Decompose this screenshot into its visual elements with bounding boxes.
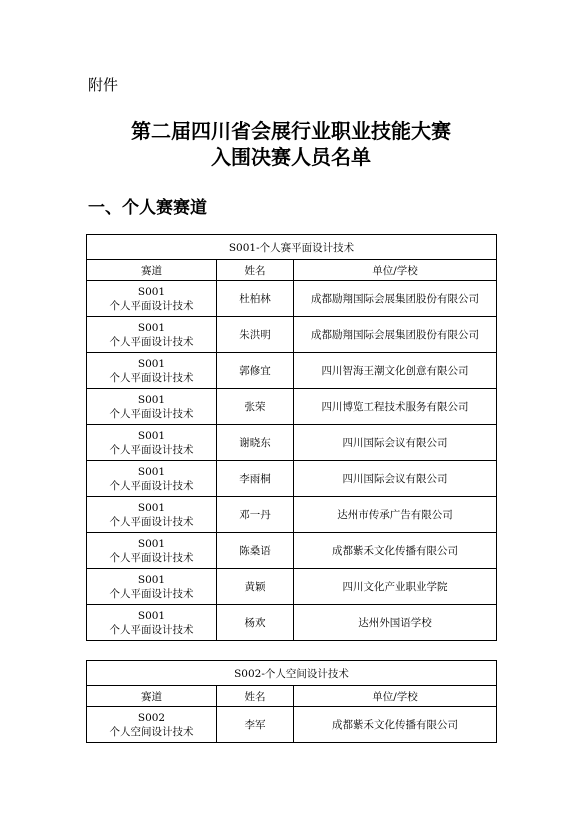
track-name: 个人空间设计技术: [109, 725, 194, 738]
org-cell: 成都励翔国际会展集团股份有限公司: [294, 281, 497, 317]
table-row: [87, 353, 497, 389]
table-row: [87, 281, 497, 317]
table-row: [87, 605, 497, 641]
name-cell: 郭修宜: [217, 353, 294, 389]
org-cell: 成都励翔国际会展集团股份有限公司: [294, 317, 497, 353]
track-cell: [87, 317, 217, 353]
table-row: [87, 317, 497, 353]
track-code: S001: [137, 573, 166, 586]
document-title-line-2: 入围决赛人员名单: [211, 145, 371, 169]
org-cell: 四川国际会议有限公司: [294, 461, 497, 497]
track-name: 个人平面设计技术: [109, 479, 194, 492]
finalist-table-s001: [86, 234, 497, 641]
table-row: [87, 389, 497, 425]
org-cell: 成都紫禾文化传播有限公司: [294, 533, 497, 569]
track-cell: [87, 707, 217, 743]
track-name: 个人平面设计技术: [109, 551, 194, 564]
track-code: S001: [137, 501, 166, 514]
track-cell: [87, 425, 217, 461]
name-cell: 黄颖: [217, 569, 294, 605]
track-cell: [87, 281, 217, 317]
column-header: 姓名: [217, 260, 294, 281]
track-cell: [87, 353, 217, 389]
org-cell: 四川博览工程技术服务有限公司: [294, 389, 497, 425]
track-code: S001: [137, 537, 166, 550]
track-code: S001: [137, 609, 166, 622]
column-header: 单位/学校: [294, 260, 497, 281]
track-name: 个人平面设计技术: [109, 623, 194, 636]
track-name: 个人平面设计技术: [109, 335, 194, 348]
table-row: [87, 533, 497, 569]
track-name: 个人平面设计技术: [109, 587, 194, 600]
table-row: [87, 425, 497, 461]
column-header: 单位/学校: [294, 686, 497, 707]
table-row: [87, 569, 497, 605]
section-title: 一、个人赛赛道: [88, 198, 207, 218]
name-cell: 李雨桐: [217, 461, 294, 497]
track-cell: [87, 569, 217, 605]
org-cell: 四川智海王潮文化创意有限公司: [294, 353, 497, 389]
attachment-label: 附件: [88, 76, 119, 94]
org-cell: 四川国际会议有限公司: [294, 425, 497, 461]
name-cell: 邓一丹: [217, 497, 294, 533]
track-code: S001: [137, 465, 166, 478]
table-row: [87, 461, 497, 497]
track-name: 个人平面设计技术: [109, 299, 194, 312]
table-caption-row: [87, 235, 497, 260]
track-code: S001: [137, 357, 166, 370]
name-cell: 杜柏林: [217, 281, 294, 317]
name-cell: 李军: [217, 707, 294, 743]
column-header: 赛道: [87, 686, 217, 707]
track-cell: [87, 497, 217, 533]
track-code: S002: [137, 711, 166, 724]
track-code: S001: [137, 321, 166, 334]
track-code: S001: [137, 285, 166, 298]
track-cell: [87, 461, 217, 497]
track-name: 个人平面设计技术: [109, 515, 194, 528]
track-cell: [87, 389, 217, 425]
track-cell: [87, 533, 217, 569]
track-name: 个人平面设计技术: [109, 371, 194, 384]
name-cell: 谢晓东: [217, 425, 294, 461]
org-cell: 达州市传承广告有限公司: [294, 497, 497, 533]
org-cell: 达州外国语学校: [294, 605, 497, 641]
org-cell: 四川文化产业职业学院: [294, 569, 497, 605]
column-header: 姓名: [217, 686, 294, 707]
column-header: 赛道: [87, 260, 217, 281]
finalist-table-s002: [86, 660, 497, 743]
name-cell: 陈桑语: [217, 533, 294, 569]
track-cell: [87, 605, 217, 641]
table-header-row: [87, 260, 497, 281]
track-code: S001: [137, 429, 166, 442]
org-cell: 成都紫禾文化传播有限公司: [294, 707, 497, 743]
name-cell: 杨欢: [217, 605, 294, 641]
table-caption: S002-个人空间设计技术: [87, 661, 497, 686]
table-row: [87, 497, 497, 533]
table-caption-row: [87, 661, 497, 686]
track-code: S001: [137, 393, 166, 406]
name-cell: 朱洪明: [217, 317, 294, 353]
track-name: 个人平面设计技术: [109, 407, 194, 420]
table-row: [87, 707, 497, 743]
name-cell: 张荣: [217, 389, 294, 425]
document-title-line-1: 第二届四川省会展行业职业技能大赛: [131, 119, 451, 143]
table-caption: S001-个人赛平面设计技术: [87, 235, 497, 260]
table-header-row: [87, 686, 497, 707]
track-name: 个人平面设计技术: [109, 443, 194, 456]
